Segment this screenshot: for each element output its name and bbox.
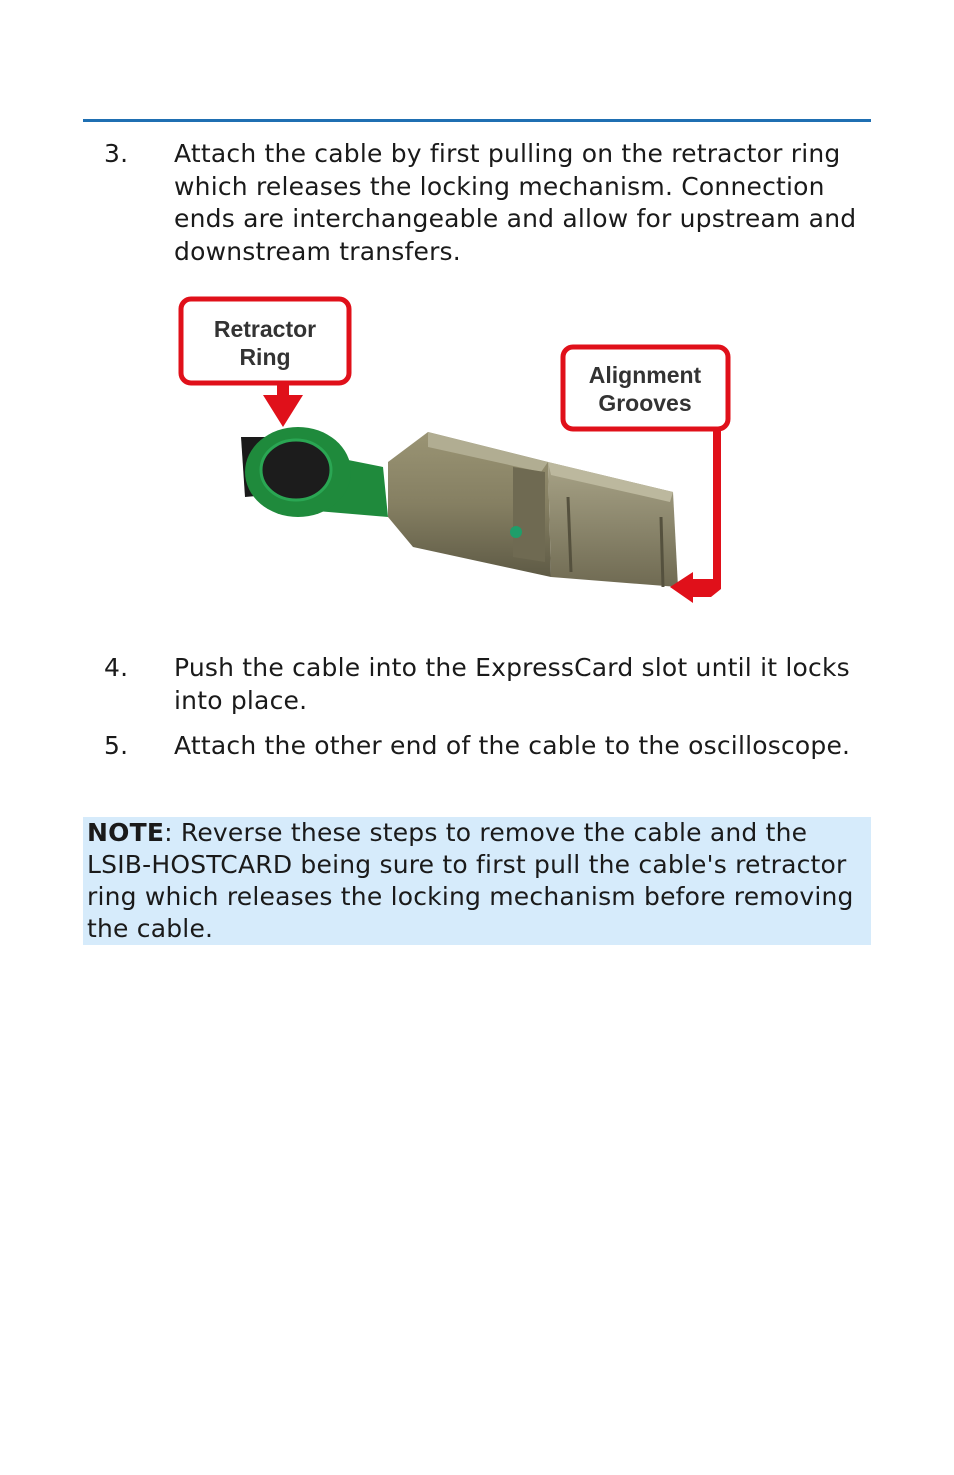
retractor-ring [245,427,351,517]
grooves-callout-line2: Grooves [598,390,692,416]
retractor-callout-line2: Ring [239,344,291,370]
step-3 [104,138,864,270]
step-text: Attach the other end of the cable to the oscilloscope. [174,731,851,760]
header-rule [83,119,871,122]
connector-body [388,432,678,587]
step-5 [104,730,864,796]
grooves-callout-line1: Alignment [588,362,702,388]
note-label: NOTE [87,818,165,847]
step-4 [104,652,864,718]
retractor-callout-line1: Retractor [213,316,317,342]
connector-illustration [173,287,733,617]
step-number: 3. [104,139,129,168]
retractor-arrow-icon [263,383,303,427]
step-text: Attach the cable by first pulling on the retractor ring which releases the locking mechanism. Connection ends are interchangeable and allow for upstream and downstream transfers. [174,139,857,266]
step-text: Push the cable into the ExpressCard slot until it locks into place. [174,653,850,715]
retractor-callout [181,299,349,427]
cable-connector-figure [173,287,733,617]
note-box [83,817,871,945]
step-number: 4. [104,653,129,682]
step-number: 5. [104,731,129,760]
grooves-arrow-icon [670,429,721,603]
note-text: : Reverse these steps to remove the cable and the LSIB-HOSTCARD being sure to first pull the cable's retractor ring which releases the locking mechanism before removing the cable. [87,818,854,943]
